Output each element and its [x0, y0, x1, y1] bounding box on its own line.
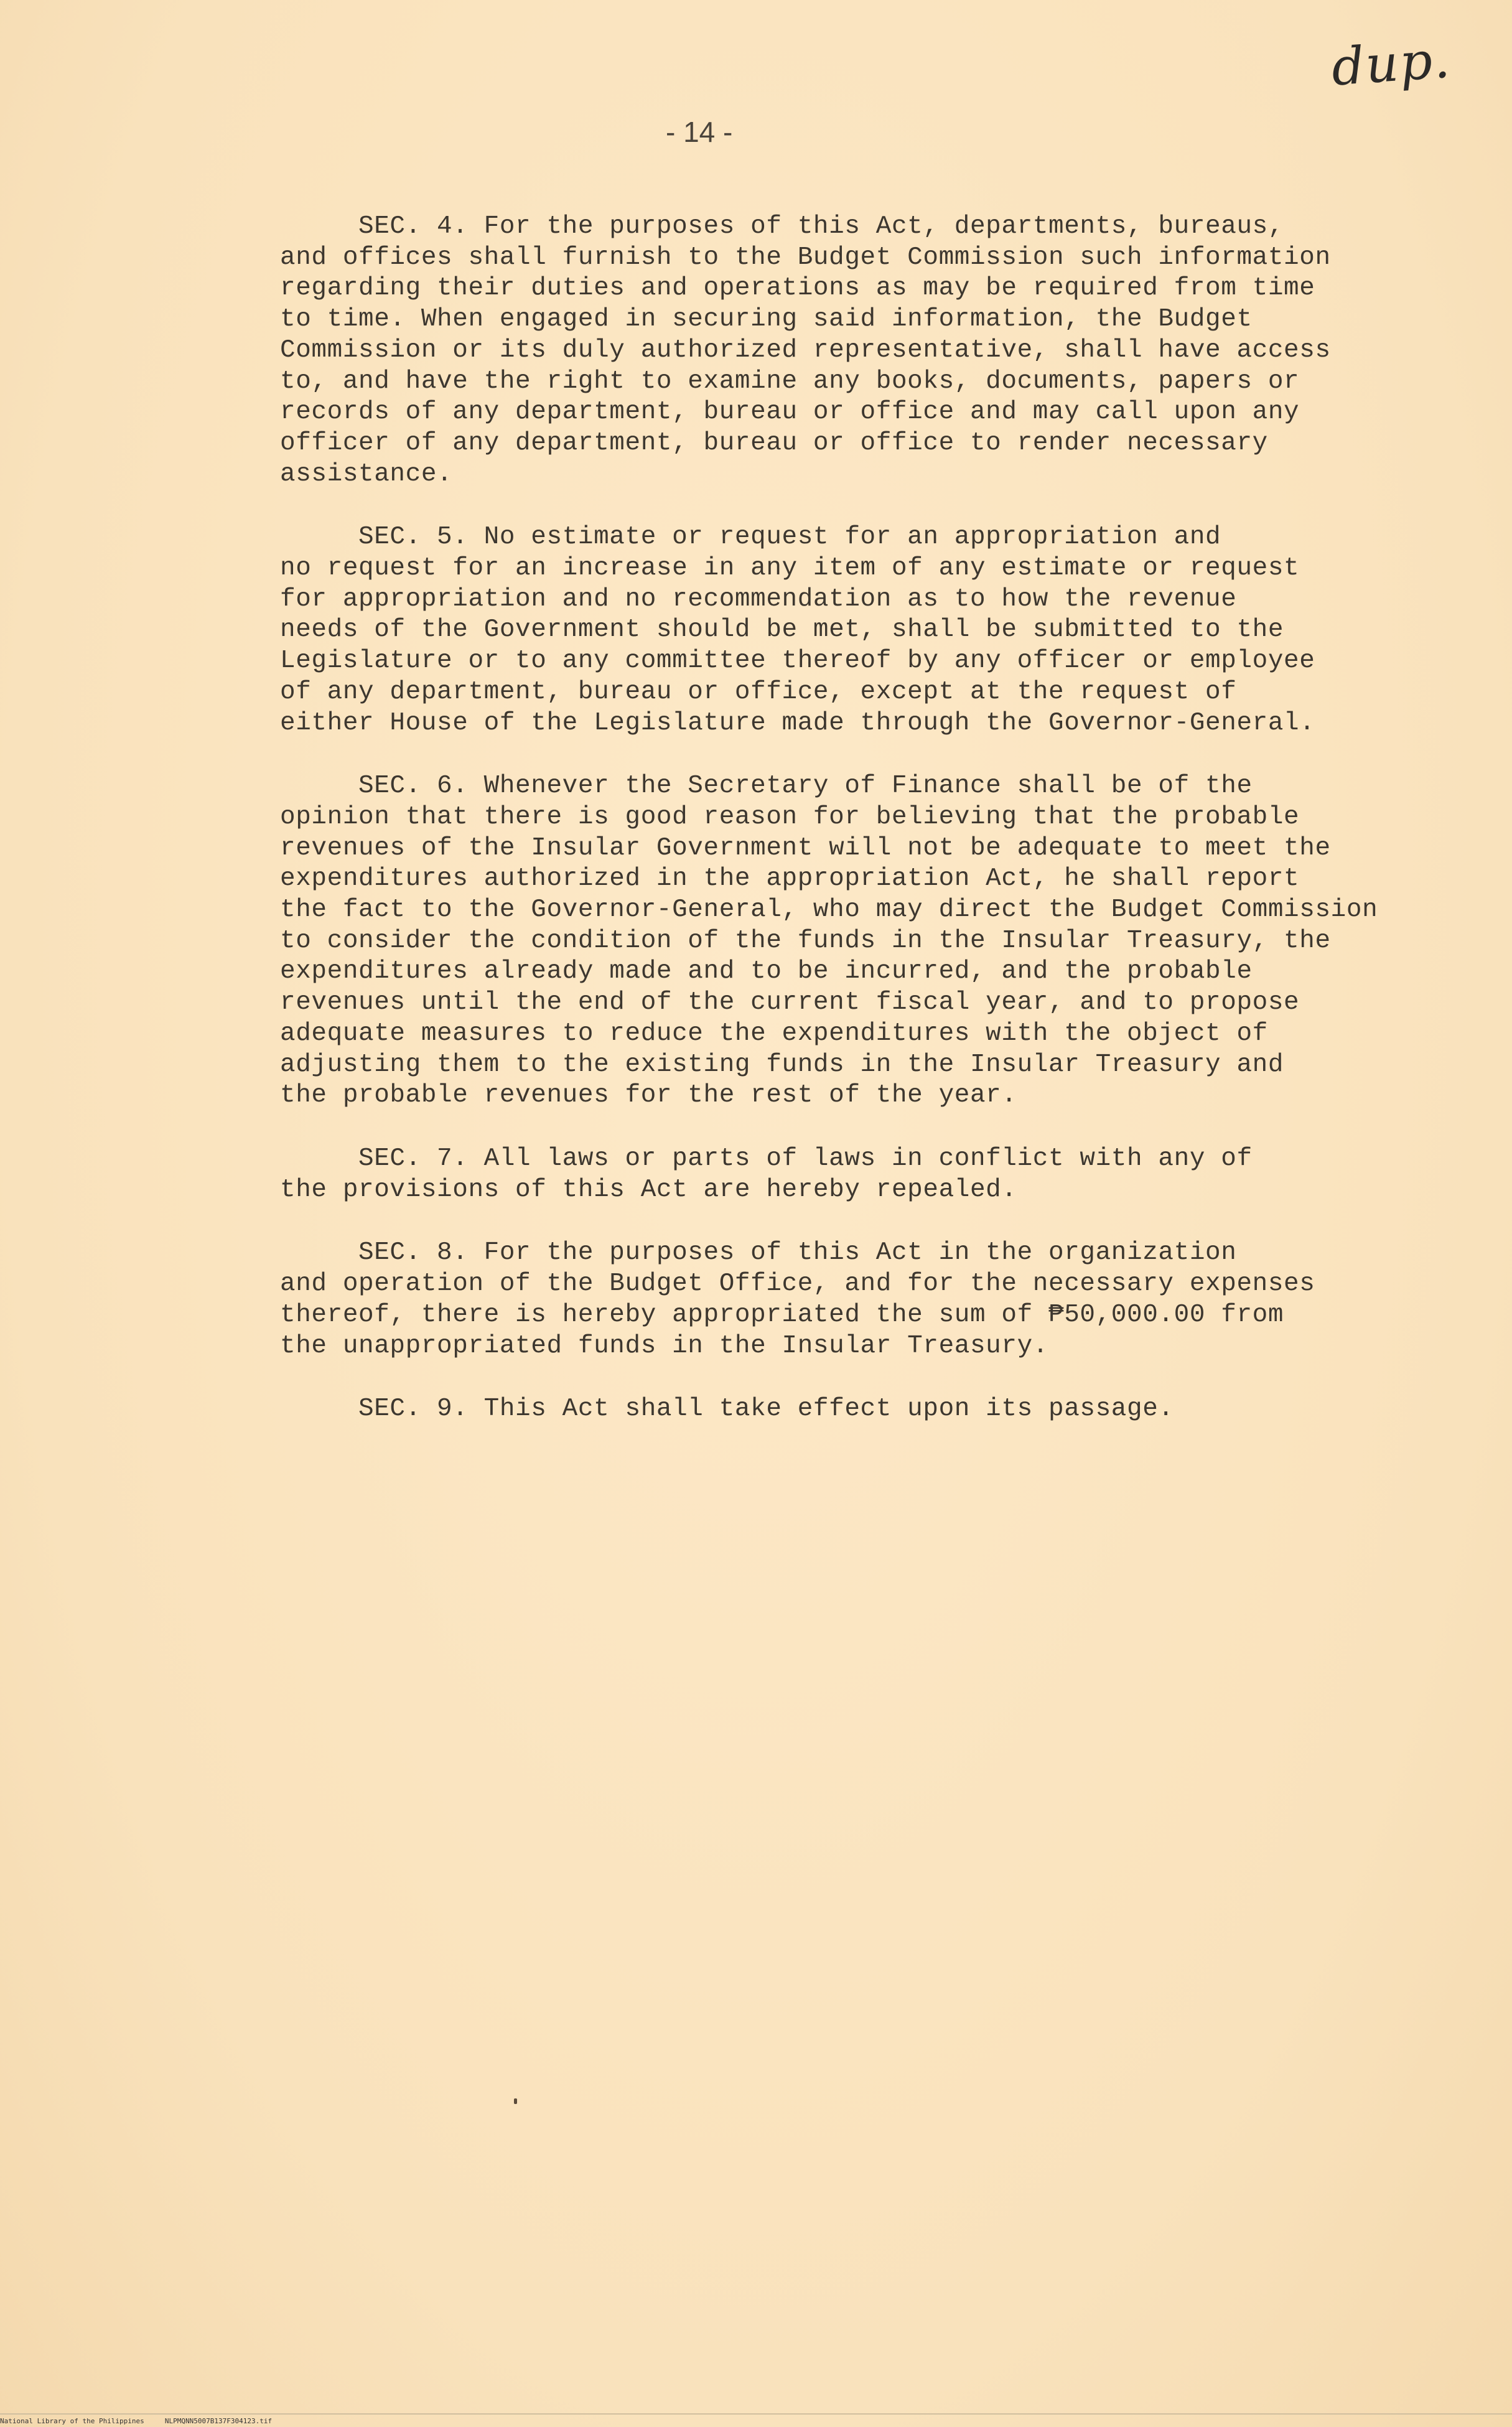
text-line: the unappropriated funds in the Insular Treasury. — [280, 1331, 1048, 1360]
text-line: and offices shall furnish to the Budget Commission such information — [280, 243, 1331, 272]
document-body — [280, 212, 1388, 1457]
archive-footer — [0, 2417, 272, 2425]
text-line: officer of any department, bureau or office to render necessary — [280, 428, 1268, 457]
text-line: revenues of the Insular Government will not be adequate to meet the — [280, 833, 1331, 863]
text-line: records of any department, bureau or office and may call upon any — [280, 398, 1300, 427]
handwritten-annotation: dup. — [1329, 30, 1453, 98]
text-line: assistance. — [280, 459, 453, 489]
text-line: either House of the Legislature made through the Governor-General. — [280, 708, 1315, 737]
text-line: needs of the Government should be met, shall be submitted to the — [280, 615, 1284, 645]
text-line: and operation of the Budget Office, and for the necessary expenses — [280, 1270, 1315, 1299]
text-line: opinion that there is good reason for believing that the probable — [280, 802, 1300, 831]
section-7 — [280, 1144, 1388, 1205]
text-line: expenditures already made and to be incurred, and the probable — [280, 957, 1253, 986]
text-line: Commission or its duly authorized representative, shall have access — [280, 335, 1331, 365]
text-line: SEC. 7. All laws or parts of laws in conflict with any of — [280, 1144, 1253, 1173]
section-9 — [280, 1394, 1388, 1425]
section-6 — [280, 771, 1388, 1111]
text-line: the fact to the Governor-General, who may direct the Budget Commission — [280, 896, 1378, 925]
text-line: for appropriation and no recommendation as to how the revenue — [280, 584, 1237, 614]
footer-library: National Library of the Philippines — [0, 2417, 144, 2425]
text-line: adequate measures to reduce the expenditures with the object of — [280, 1019, 1268, 1048]
text-line: SEC. 9. This Act shall take effect upon its passage. — [280, 1395, 1174, 1424]
text-line: SEC. 6. Whenever the Secretary of Finance shall be of the — [280, 772, 1253, 801]
text-line: SEC. 4. For the purposes of this Act, departments, bureaus, — [280, 212, 1284, 241]
text-line: revenues until the end of the current fiscal year, and to propose — [280, 988, 1300, 1017]
text-line: expenditures authorized in the appropriation Act, he shall report — [280, 864, 1300, 894]
section-8 — [280, 1238, 1388, 1362]
paper-speck — [514, 2098, 517, 2104]
text-line: adjusting them to the existing funds in the Insular Treasury and — [280, 1050, 1284, 1079]
text-line: to, and have the right to examine any books, documents, papers or — [280, 367, 1300, 396]
text-line: thereof, there is hereby appropriated the sum of ₱50,000.00 from — [280, 1300, 1284, 1329]
footer-divider — [0, 2413, 1512, 2415]
text-line: no request for an increase in any item of any estimate or request — [280, 554, 1300, 583]
page-number: - 14 - — [666, 116, 733, 148]
text-line: to consider the condition of the funds in the Insular Treasury, the — [280, 926, 1331, 955]
text-line: the probable revenues for the rest of the year. — [280, 1081, 1017, 1110]
text-line: Legislature or to any committee thereof by any officer or employee — [280, 647, 1315, 676]
section-5 — [280, 522, 1388, 739]
text-line: SEC. 8. For the purposes of this Act in the organization — [280, 1238, 1237, 1268]
text-line: to time. When engaged in securing said information, the Budget — [280, 305, 1253, 334]
section-4 — [280, 212, 1388, 490]
text-line: regarding their duties and operations as may be required from time — [280, 274, 1315, 303]
text-line: of any department, bureau or office, except at the request of — [280, 677, 1237, 706]
text-line: SEC. 5. No estimate or request for an appropriation and — [280, 523, 1221, 552]
text-line: the provisions of this Act are hereby repealed. — [280, 1175, 1017, 1204]
footer-file-id: NLPMQNN5007B137F304123.tif — [164, 2417, 273, 2425]
